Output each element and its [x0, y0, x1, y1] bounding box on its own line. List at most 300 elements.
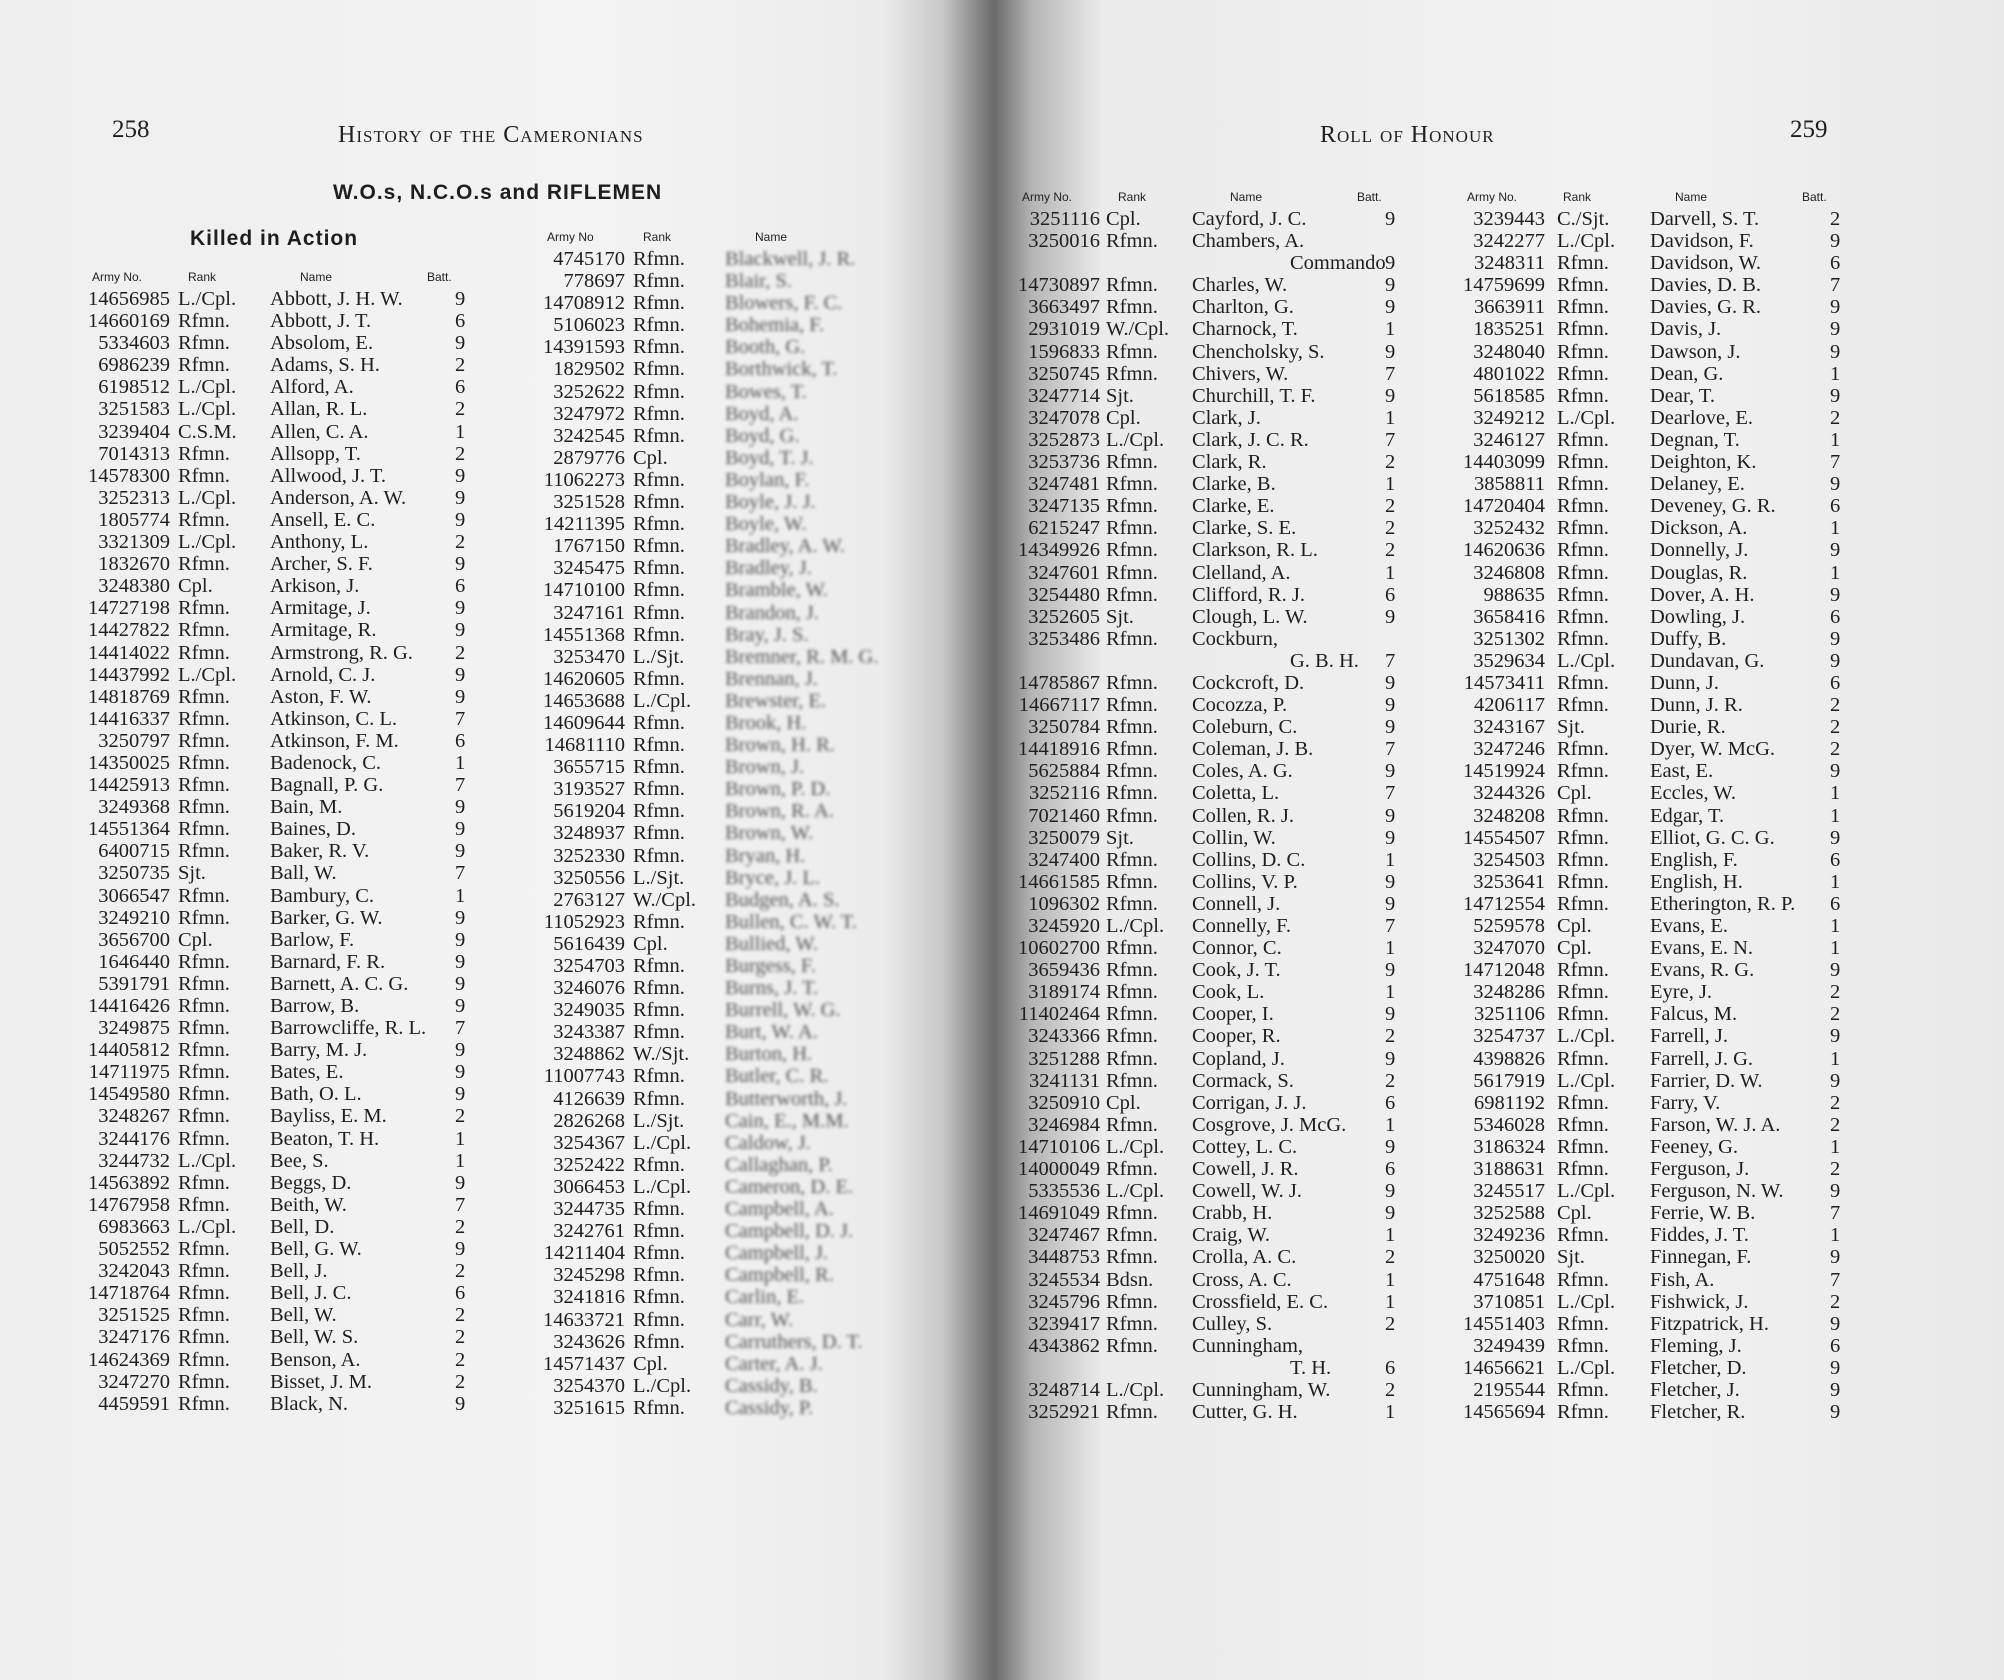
- entry-rank: Rfmn.: [1106, 451, 1158, 474]
- entry-rank: Sjt.: [1106, 384, 1134, 407]
- entry-army-no: 3659436: [1028, 959, 1100, 982]
- entry-rank: Rfmn.: [1106, 1047, 1158, 1070]
- entry-army-no: 14720404: [1463, 495, 1545, 518]
- entry-army-no: 3247161: [553, 601, 625, 624]
- roll-entry: [525, 292, 955, 314]
- entry-rank: L./Cpl.: [178, 1215, 237, 1238]
- roll-entry: [1445, 385, 1865, 407]
- entry-batt: 9: [455, 1061, 466, 1084]
- roll-entry: [1445, 871, 1865, 893]
- roll-entry: [70, 310, 490, 332]
- roll-entry: [525, 911, 955, 933]
- entry-name: Barnard, F. R.: [270, 950, 386, 973]
- entry-army-no: 3710851: [1473, 1290, 1545, 1313]
- entry-batt: 2: [1385, 539, 1396, 562]
- left-running-head: History of the Cameronians: [338, 122, 644, 148]
- roll-entry: [1445, 584, 1865, 606]
- entry-army-no: 2879776: [553, 446, 625, 469]
- entry-rank: Rfmn.: [633, 800, 685, 823]
- entry-army-no: 10602700: [1018, 937, 1100, 960]
- entry-batt: 9: [1385, 694, 1396, 717]
- roll-entry: [525, 336, 955, 358]
- roll-entry: [70, 619, 490, 641]
- entry-rank: Rfmn.: [178, 884, 230, 907]
- entry-rank: Rfmn.: [1557, 1312, 1609, 1335]
- entry-army-no: 3244326: [1473, 782, 1545, 805]
- roll-entry: [70, 708, 490, 730]
- entry-rank: Rfmn.: [178, 751, 230, 774]
- roll-entry: [1445, 1025, 1865, 1047]
- entry-name: Crolla, A. C.: [1192, 1246, 1297, 1269]
- header-batt: Batt.: [1357, 190, 1382, 204]
- entry-rank: Rfmn.: [1557, 296, 1609, 319]
- roll-entry: [525, 557, 955, 579]
- entry-army-no: 3249035: [553, 999, 625, 1022]
- header-name: Name: [755, 230, 788, 244]
- entry-batt: 7: [455, 707, 466, 730]
- entry-name: Coleman, J. B.: [1192, 738, 1314, 761]
- roll-entry: [1000, 1246, 1410, 1268]
- entry-army-no: 3247467: [1028, 1224, 1100, 1247]
- entry-rank: Rfmn.: [1106, 959, 1158, 982]
- entry-rank: W./Cpl.: [1106, 318, 1170, 341]
- entry-rank: Rfmn.: [1557, 892, 1609, 915]
- entry-name: Dean, G.: [1650, 362, 1724, 385]
- roll-entry: [70, 686, 490, 708]
- entry-batt: 2: [1385, 1069, 1396, 1092]
- entry-army-no: 3246808: [1473, 561, 1545, 584]
- entry-rank: Rfmn.: [178, 1061, 230, 1084]
- entry-army-no: 14000049: [1018, 1158, 1100, 1181]
- roll-entry: [525, 1088, 955, 1110]
- entry-name: Delaney, E.: [1650, 473, 1745, 496]
- entry-rank: Rfmn.: [1106, 362, 1158, 385]
- entry-name: Collen, R. J.: [1192, 804, 1294, 827]
- entry-name: Arnold, C. J.: [270, 663, 376, 686]
- entry-army-no: 3247481: [1028, 473, 1100, 496]
- roll-entry: [525, 822, 955, 844]
- entry-rank: Rfmn.: [1557, 1401, 1609, 1424]
- entry-army-no: 3252313: [98, 486, 170, 509]
- entry-army-no: 3246984: [1028, 1113, 1100, 1136]
- entry-army-no: 3193527: [553, 778, 625, 801]
- entry-rank: Rfmn.: [1557, 495, 1609, 518]
- entry-batt: 6: [1830, 1334, 1841, 1357]
- entry-army-no: 1767150: [553, 535, 625, 558]
- entry-name: Clarke, S. E.: [1192, 517, 1297, 540]
- entry-batt: 2: [1385, 1312, 1396, 1335]
- column-header: [525, 230, 955, 248]
- entry-rank: Rfmn.: [1106, 671, 1158, 694]
- roll-column-1: [70, 270, 490, 1415]
- entry-name: Eccles, W.: [1650, 782, 1736, 805]
- entry-name: Copland, J.: [1192, 1047, 1285, 1070]
- roll-entry: [70, 288, 490, 310]
- entry-army-no: 3248040: [1473, 340, 1545, 363]
- entry-rank: Rfmn.: [633, 1065, 685, 1088]
- entry-rank: Rfmn.: [1106, 848, 1158, 871]
- entry-rank: Rfmn.: [633, 955, 685, 977]
- entry-name: Cook, L.: [1192, 981, 1265, 1004]
- entry-batt: 6: [1385, 1091, 1396, 1114]
- entry-rank: Rfmn.: [1557, 1047, 1609, 1070]
- entry-name: Coletta, L.: [1192, 782, 1280, 805]
- entry-rank: Rfmn.: [178, 442, 230, 465]
- roll-entry: [1000, 981, 1410, 1003]
- entry-batt: 9: [455, 840, 466, 863]
- entry-name: Archer, S. F.: [270, 553, 373, 576]
- entry-army-no: 3248286: [1473, 981, 1545, 1004]
- entry-rank: Rfmn.: [1106, 1290, 1158, 1313]
- entry-name: Blowers, F. C.: [725, 292, 843, 315]
- entry-rank: Rfmn.: [633, 1021, 685, 1044]
- roll-entry: [525, 734, 955, 756]
- entry-name: Armitage, R.: [270, 619, 377, 642]
- roll-entry: [1445, 1246, 1865, 1268]
- entry-rank: Rfmn.: [1557, 981, 1609, 1004]
- entry-batt: 9: [1385, 716, 1396, 739]
- roll-entry: [525, 933, 955, 955]
- entry-batt: 6: [455, 575, 466, 598]
- entry-army-no: 3658416: [1473, 605, 1545, 628]
- entry-army-no: 14349926: [1018, 539, 1100, 562]
- roll-entry: [525, 447, 955, 469]
- entry-batt: 2: [1385, 1025, 1396, 1048]
- entry-name: Farson, W. J. A.: [1650, 1113, 1781, 1136]
- roll-entry: [1445, 1070, 1865, 1092]
- entry-batt: 6: [1830, 671, 1841, 694]
- roll-entry: [70, 752, 490, 774]
- roll-entry: [1000, 672, 1410, 694]
- entry-name: Cocozza, P.: [1192, 694, 1288, 717]
- entry-rank: Rfmn.: [178, 685, 230, 708]
- roll-entry: [1000, 1269, 1410, 1291]
- roll-entry: [525, 381, 955, 403]
- roll-entry: [1000, 606, 1410, 628]
- entry-army-no: 14573411: [1463, 671, 1545, 694]
- entry-rank: Rfmn.: [633, 1087, 685, 1110]
- column-header: [70, 270, 490, 288]
- entry-batt: 7: [1385, 649, 1396, 672]
- entry-batt: 1: [1385, 1268, 1396, 1291]
- roll-entry: [1000, 1335, 1410, 1357]
- entry-rank: Rfmn.: [178, 310, 230, 333]
- entry-batt: 1: [1385, 1290, 1396, 1313]
- entry-name: Armstrong, R. G.: [270, 641, 413, 664]
- entry-rank: Rfmn.: [1106, 517, 1158, 540]
- entry-rank: Rfmn.: [1106, 495, 1158, 518]
- entry-name: Crabb, H.: [1192, 1202, 1273, 1225]
- entry-army-no: 3529634: [1473, 649, 1545, 672]
- roll-entry: [525, 712, 955, 734]
- entry-rank: Cpl.: [178, 928, 213, 951]
- entry-rank: L./Cpl.: [178, 531, 237, 554]
- entry-rank: Rfmn.: [178, 1348, 230, 1371]
- entry-batt: 1: [455, 884, 466, 907]
- entry-rank: Rfmn.: [633, 1330, 685, 1353]
- entry-army-no: 3249368: [98, 796, 170, 819]
- entry-name: Cameron, D. E.: [725, 1175, 854, 1198]
- entry-batt: 7: [455, 1017, 466, 1040]
- roll-entry: [525, 403, 955, 425]
- entry-army-no: 3247176: [98, 1326, 170, 1349]
- entry-name: Bradley, A. W.: [725, 535, 845, 558]
- left-page-number: 258: [112, 116, 150, 143]
- entry-name: Caldow, J.: [725, 1131, 811, 1154]
- roll-entry: [525, 955, 955, 977]
- entry-batt: 9: [1830, 340, 1841, 363]
- entry-army-no: 778697: [563, 270, 625, 293]
- entry-rank: Rfmn.: [1106, 892, 1158, 915]
- entry-batt: 9: [455, 928, 466, 951]
- roll-entry: [1000, 1401, 1410, 1423]
- roll-entry: [525, 1132, 955, 1154]
- entry-army-no: 3249236: [1473, 1224, 1545, 1247]
- entry-batt: 9: [1830, 384, 1841, 407]
- entry-name: Beaton, T. H.: [270, 1127, 380, 1150]
- entry-army-no: 3245475: [553, 557, 625, 580]
- entry-rank: Rfmn.: [1557, 1224, 1609, 1247]
- roll-entry: [1000, 716, 1410, 738]
- entry-rank: Rfmn.: [178, 774, 230, 797]
- entry-batt: 6: [455, 1282, 466, 1305]
- roll-entry: [1000, 827, 1410, 849]
- entry-army-no: 6215247: [1028, 517, 1100, 540]
- entry-name: Bell, D.: [270, 1215, 335, 1238]
- entry-army-no: 4343862: [1028, 1334, 1100, 1357]
- entry-name: Burrell, W. G.: [725, 999, 841, 1022]
- entry-rank: Cpl.: [633, 1352, 668, 1375]
- roll-entry: [525, 889, 955, 911]
- entry-rank: Rfmn.: [1106, 760, 1158, 783]
- entry-army-no: 14427822: [88, 619, 170, 642]
- entry-name: Collins, D. C.: [1192, 848, 1306, 871]
- entry-rank: Rfmn.: [633, 424, 685, 447]
- entry-name: Boyd, A.: [725, 402, 799, 425]
- entry-rank: Rfmn.: [633, 844, 685, 867]
- entry-rank: L./Cpl.: [178, 1149, 237, 1172]
- entry-name: Bell, J.: [270, 1260, 328, 1283]
- entry-name: Brown, H. R.: [725, 734, 835, 757]
- entry-name: Evans, E.: [1650, 915, 1728, 937]
- roll-entry: [1445, 1136, 1865, 1158]
- roll-entry: [1000, 1180, 1410, 1202]
- roll-entry: [525, 690, 955, 712]
- entry-rank: L./Cpl.: [1557, 1180, 1616, 1203]
- entry-batt: 2: [1830, 1091, 1841, 1114]
- roll-entry: [1000, 650, 1410, 672]
- entry-name: Allwood, J. T.: [270, 464, 386, 487]
- entry-army-no: 6983663: [98, 1215, 170, 1238]
- entry-army-no: 3242545: [553, 424, 625, 447]
- entry-name: Douglas, R.: [1650, 561, 1748, 584]
- entry-army-no: 3247601: [1028, 561, 1100, 584]
- entry-rank: L./Cpl.: [178, 398, 237, 421]
- roll-entry: [525, 358, 955, 380]
- entry-army-no: 3243366: [1028, 1025, 1100, 1048]
- entry-batt: 2: [455, 531, 466, 554]
- roll-entry: [70, 774, 490, 796]
- entry-name: Farry, V.: [1650, 1091, 1721, 1114]
- entry-name: Brown, P. D.: [725, 778, 831, 801]
- entry-name: Blair, S.: [725, 270, 792, 293]
- entry-name: Barnett, A. C. G.: [270, 972, 409, 995]
- entry-army-no: 3249210: [98, 906, 170, 929]
- roll-entry: [70, 421, 490, 443]
- entry-batt: 2: [1830, 1290, 1841, 1313]
- roll-entry: [525, 535, 955, 557]
- entry-army-no: 5052552: [98, 1238, 170, 1261]
- entry-batt: 9: [1385, 252, 1396, 275]
- entry-rank: Rfmn.: [633, 1198, 685, 1221]
- entry-name: Cassidy, P.: [725, 1396, 814, 1419]
- roll-entry: [1445, 650, 1865, 672]
- roll-entry: [70, 487, 490, 509]
- entry-rank: L./Cpl.: [633, 1131, 692, 1154]
- entry-name: Bray, J. S.: [725, 623, 809, 646]
- header-name: Name: [1230, 190, 1263, 204]
- roll-entry: [1000, 451, 1410, 473]
- entry-army-no: 14425913: [88, 774, 170, 797]
- entry-batt: 7: [1830, 274, 1841, 297]
- entry-name: Black, N.: [270, 1392, 348, 1415]
- entry-army-no: 14551368: [543, 623, 625, 646]
- entry-batt: 9: [1385, 384, 1396, 407]
- entry-rank: Rfmn.: [1557, 274, 1609, 297]
- entry-name: Campbell, D. J.: [725, 1220, 854, 1243]
- entry-rank: Rfmn.: [633, 1242, 685, 1265]
- entry-name: Fish, A.: [1650, 1268, 1715, 1291]
- entry-batt: 1: [1830, 1224, 1841, 1247]
- roll-entry: [1445, 1291, 1865, 1313]
- entry-name: Davis, J.: [1650, 318, 1722, 341]
- entry-name: Falcus, M.: [1650, 1003, 1738, 1026]
- entry-name: Fiddes, J. T.: [1650, 1224, 1749, 1247]
- roll-entry: [525, 1375, 955, 1397]
- entry-rank: L./Cpl.: [178, 376, 237, 399]
- entry-name: Fletcher, R.: [1650, 1401, 1746, 1424]
- entry-army-no: 3249439: [1473, 1334, 1545, 1357]
- entry-name: Clark, J. C. R.: [1192, 428, 1309, 451]
- entry-name: Charles, W.: [1192, 274, 1288, 297]
- entry-batt: 1: [1830, 782, 1841, 805]
- entry-name: Cunningham, W.: [1192, 1378, 1331, 1401]
- entry-batt: 6: [1830, 848, 1841, 871]
- entry-rank: Rfmn.: [633, 778, 685, 801]
- entry-name: Clifford, R. J.: [1192, 583, 1305, 606]
- entry-name: Fletcher, D.: [1650, 1356, 1747, 1379]
- entry-army-no: 3244735: [553, 1198, 625, 1221]
- entry-rank: Rfmn.: [1106, 539, 1158, 562]
- entry-rank: Rfmn.: [178, 1282, 230, 1305]
- entry-army-no: 14554507: [1463, 826, 1545, 849]
- entry-batt: 9: [455, 619, 466, 642]
- entry-army-no: 4459591: [98, 1392, 170, 1415]
- entry-batt: 1: [1830, 915, 1841, 937]
- right-page-number: 259: [1790, 116, 1828, 143]
- roll-entry: [70, 398, 490, 420]
- entry-rank: Rfmn.: [1106, 694, 1158, 717]
- entry-army-no: 3248208: [1473, 804, 1545, 827]
- entry-rank: Rfmn.: [633, 468, 685, 491]
- entry-name: Durie, R.: [1650, 716, 1726, 739]
- roll-entry: [525, 845, 955, 867]
- entry-batt: 9: [1830, 230, 1841, 253]
- entry-name: Barlow, F.: [270, 928, 355, 951]
- roll-entry: [70, 1194, 490, 1216]
- entry-army-no: 3250735: [98, 862, 170, 885]
- entry-rank: L./Cpl.: [1106, 1135, 1165, 1158]
- roll-entry: [70, 642, 490, 664]
- entry-army-no: 3252605: [1028, 605, 1100, 628]
- entry-army-no: 3247070: [1473, 937, 1545, 960]
- entry-batt: 1: [1830, 561, 1841, 584]
- entry-rank: Rfmn.: [1557, 517, 1609, 540]
- entry-army-no: 1829502: [553, 358, 625, 381]
- entry-army-no: 14710106: [1018, 1135, 1100, 1158]
- entry-army-no: 14551364: [88, 818, 170, 841]
- entry-name: Farrier, D. W.: [1650, 1069, 1763, 1092]
- entry-army-no: 5617919: [1473, 1069, 1545, 1092]
- entry-batt: 9: [455, 796, 466, 819]
- entry-name: Boyle, J. J.: [725, 491, 816, 514]
- entry-army-no: 3252921: [1028, 1401, 1100, 1424]
- roll-entry: [70, 1017, 490, 1039]
- entry-rank: Rfmn.: [178, 906, 230, 929]
- roll-entry: [525, 1154, 955, 1176]
- entry-name: Fletcher, J.: [1650, 1378, 1740, 1401]
- entry-batt: 9: [455, 464, 466, 487]
- entry-batt: 1: [1385, 406, 1396, 429]
- header-name: Name: [1675, 190, 1708, 204]
- entry-army-no: 3244176: [98, 1127, 170, 1150]
- entry-rank: Rfmn.: [1106, 1312, 1158, 1335]
- roll-entry: [1445, 738, 1865, 760]
- entry-rank: W./Cpl.: [633, 888, 697, 911]
- roll-entry: [1000, 760, 1410, 782]
- entry-army-no: 14609644: [543, 711, 625, 734]
- entry-rank: L./Cpl.: [1557, 230, 1616, 253]
- roll-entry: [1445, 915, 1865, 937]
- entry-army-no: 3254737: [1473, 1025, 1545, 1048]
- entry-rank: Rfmn.: [633, 1264, 685, 1287]
- roll-entry: [70, 531, 490, 553]
- roll-entry: [1445, 1180, 1865, 1202]
- entry-name: Armitage, J.: [270, 597, 371, 620]
- roll-entry: [1000, 252, 1410, 274]
- entry-rank: W./Sjt.: [633, 1043, 690, 1066]
- entry-rank: L./Cpl.: [1106, 915, 1165, 937]
- entry-name: Bramble, W.: [725, 579, 829, 602]
- entry-batt: 9: [1830, 649, 1841, 672]
- entry-rank: Rfmn.: [178, 1326, 230, 1349]
- entry-rank: L./Cpl.: [633, 1374, 692, 1397]
- roll-entry: [1000, 473, 1410, 495]
- roll-entry: [525, 800, 955, 822]
- roll-entry: [1000, 1092, 1410, 1114]
- entry-rank: Rfmn.: [1557, 384, 1609, 407]
- entry-name: Bell, G. W.: [270, 1238, 362, 1261]
- roll-entry: [525, 1397, 955, 1419]
- entry-army-no: 4126639: [553, 1087, 625, 1110]
- entry-rank: Rfmn.: [1106, 1202, 1158, 1225]
- roll-entry: [70, 354, 490, 376]
- entry-name: Fitzpatrick, H.: [1650, 1312, 1769, 1335]
- entry-rank: Rfmn.: [1106, 561, 1158, 584]
- roll-entry: [1445, 407, 1865, 429]
- entry-rank: Rfmn.: [1557, 627, 1609, 650]
- entry-name: Allan, R. L.: [270, 398, 368, 421]
